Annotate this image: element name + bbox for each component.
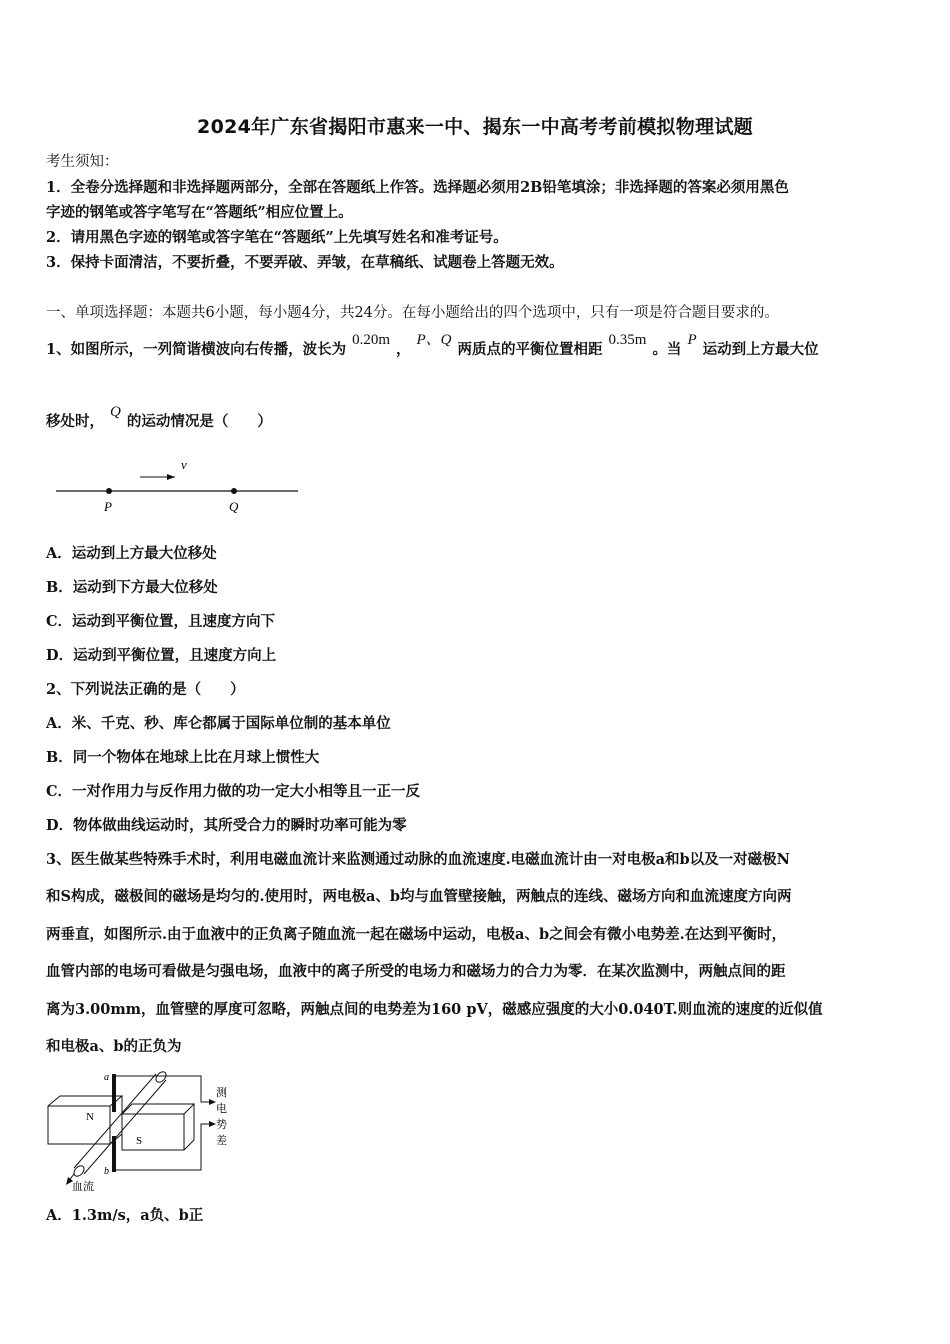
q1-text: 1、如图所示，一列简谐横波向右传播，波长为 <box>46 341 347 358</box>
electrode-b <box>112 1136 116 1172</box>
q1-text: 移处时， <box>46 413 104 430</box>
q1-text: 运动到上方最大位 <box>702 341 819 358</box>
measure-label: 差 <box>216 1135 227 1147</box>
q1-points: P、Q <box>416 332 452 348</box>
q1-option: C．运动到平衡位置，且速度方向下 <box>46 613 276 630</box>
q1-point-p: P <box>687 332 697 348</box>
q1-text: ， <box>396 341 411 358</box>
q1-wavelength: 0.20m <box>352 332 391 348</box>
q1-stem-line1 <box>46 332 908 360</box>
q1-stem-line2 <box>46 404 908 432</box>
velocity-label: v <box>181 457 187 472</box>
q1-point-q: Q <box>110 404 121 420</box>
q1-text: 两质点的平衡位置相距 <box>457 341 603 358</box>
notice-heading: 考生须知： <box>46 154 119 170</box>
section-heading: 一、单项选择题：本题共6小题，每小题4分，共24分。在每小题给出的四个选项中，只有一项是符合题目要求的。 <box>46 305 779 321</box>
exam-title: 2024年广东省揭阳市惠来一中、揭东一中高考考前模拟物理试题 <box>197 116 753 138</box>
electrode-a-label: a <box>104 1072 109 1083</box>
q1-option: B．运动到下方最大位移处 <box>46 579 218 596</box>
q3-stem-line: 和S构成，磁极间的磁场是均匀的.使用时，两电极a、b均与血管壁接触，两触点的连线、磁场方向和血流速度方向两 <box>46 888 792 905</box>
q3-option: A．1.3m/s，a负、b正 <box>46 1207 204 1224</box>
q3-stem-line: 两垂直，如图所示.由于血液中的正负离子随血流一起在磁场中运动，电极a、b之间会有微小电势差.在达到平衡时， <box>46 926 787 943</box>
q1-option: A．运动到上方最大位移处 <box>46 545 217 562</box>
notice-item: 2．请用黑色字迹的钢笔或答字笔在“答题纸”上先填写姓名和准考证号。 <box>46 229 508 246</box>
point-p <box>106 488 112 494</box>
q3-stem-line: 血管内部的电场可看做是匀强电场，血液中的离子所受的电场力和磁场力的合力为零．在某次监测中，两触点间的距 <box>46 963 786 980</box>
notice-item: 字迹的钢笔或答字笔写在“答题纸”相应位置上。 <box>46 204 353 221</box>
measure-label: 势 <box>216 1119 227 1131</box>
q2-stem: 2、下列说法正确的是（ ） <box>46 681 245 698</box>
pole-n: N <box>86 1111 94 1123</box>
q3-stem-line: 离为3.00mm，血管壁的厚度可忽略，两触点间的电势差为160 pV，磁感应强度的大小0.040T.则血流的速度的近似值 <box>46 1001 823 1018</box>
notice-item: 1．全卷分选择题和非选择题两部分，全部在答题纸上作答。选择题必须用2B铅笔填涂；非选择题的答案必须用黑色 <box>46 179 789 196</box>
notice-item: 3．保持卡面清洁，不要折叠，不要弄破、弄皱，在草稿纸、试题卷上答题无效。 <box>46 254 564 271</box>
electrode-a <box>112 1074 116 1112</box>
measure-label: 电 <box>216 1103 227 1115</box>
wave-figure <box>50 452 310 522</box>
point-q-label: Q <box>229 499 239 514</box>
q2-option: A．米、千克、秒、库仑都属于国际单位制的基本单位 <box>46 715 391 732</box>
q1-text: 。当 <box>652 341 682 358</box>
q1-text: 的运动情况是（ ） <box>126 413 272 430</box>
point-p-label: P <box>104 499 112 514</box>
q1-option: D．运动到平衡位置，且速度方向上 <box>46 647 277 664</box>
measure-label: 测 <box>216 1087 227 1099</box>
q2-option: D．物体做曲线运动时，其所受合力的瞬时功率可能为零 <box>46 817 407 834</box>
pole-s: S <box>136 1135 143 1147</box>
q1-distance: 0.35m <box>608 332 647 348</box>
electrode-b-label: b <box>104 1166 109 1177</box>
blood-flow-figure <box>46 1066 246 1194</box>
q3-stem-line: 3、医生做某些特殊手术时，利用电磁血流计来监测通过动脉的血流速度.电磁血流计由一对电极a和b以及一对磁极N <box>46 851 790 868</box>
q2-option: C．一对作用力与反作用力做的功一定大小相等且一正一反 <box>46 783 421 800</box>
blood-flow-label: 血流 <box>72 1181 94 1193</box>
q3-stem-line: 和电极a、b的正负为 <box>46 1038 182 1055</box>
point-q <box>231 488 237 494</box>
q2-option: B．同一个物体在地球上比在月球上惯性大 <box>46 749 320 766</box>
